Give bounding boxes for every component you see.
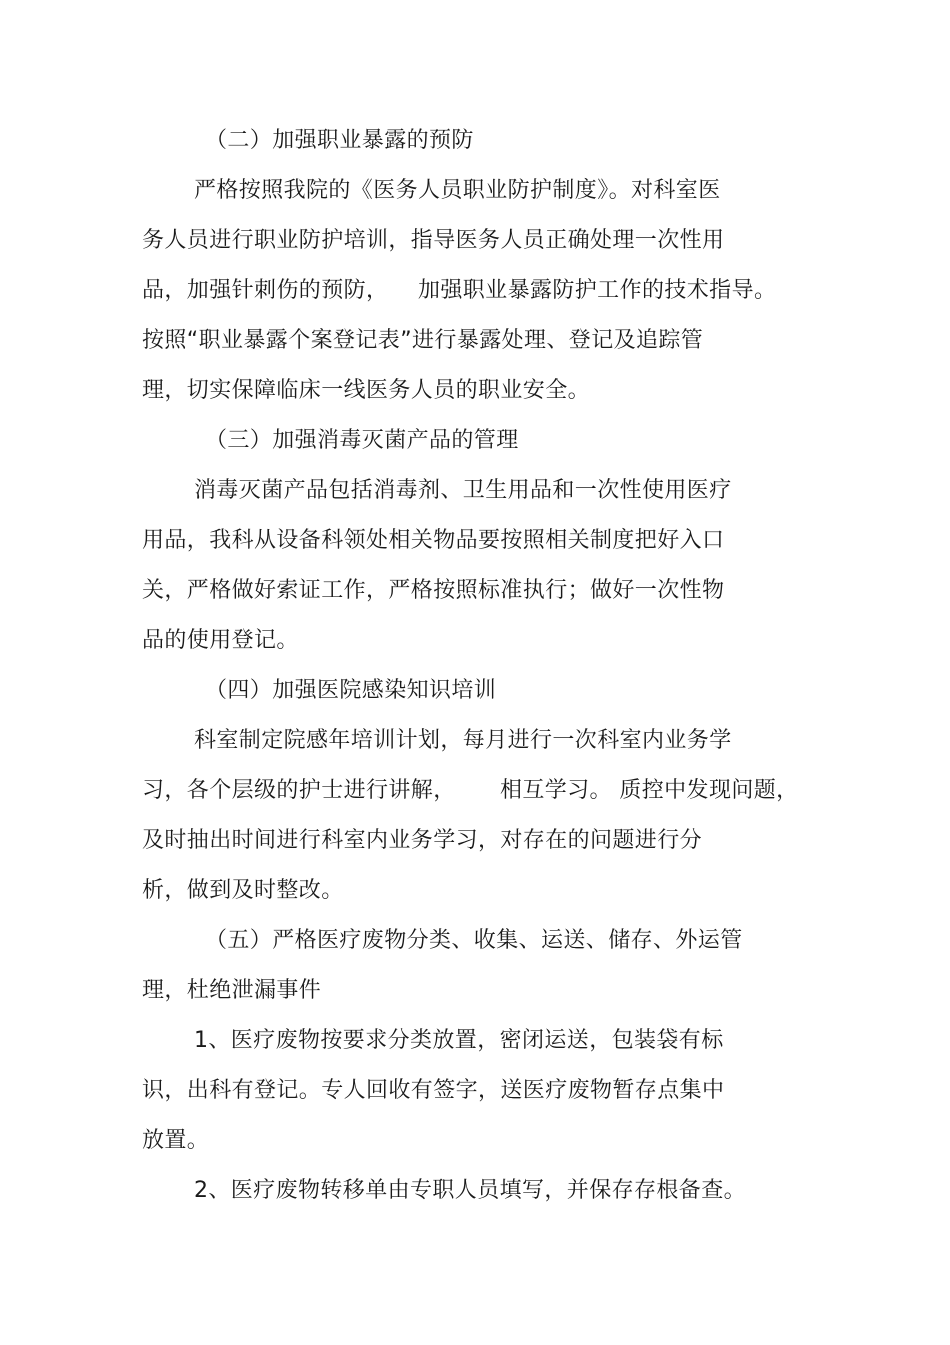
paragraph-line: 关，严格做好索证工作，严格按照标准执行；做好一次性物	[142, 578, 725, 603]
list-item-line: 2、医疗废物转移单由专职人员填写，并保存存根备查。	[194, 1178, 746, 1203]
list-item-line: 放置。	[142, 1128, 210, 1153]
paragraph-line: 理，切实保障临床一线医务人员的职业安全。	[142, 378, 591, 403]
paragraph-line: 按照“职业暴露个案登记表”进行暴露处理、登记及追踪管	[142, 328, 704, 353]
section-heading-disinfection-products: （三）加强消毒灭菌产品的管理	[205, 428, 519, 453]
list-item-line: 识，出科有登记。专人回收有签字，送医疗废物暂存点集中	[142, 1078, 725, 1103]
section-heading-medical-waste: （五）严格医疗废物分类、收集、运送、储存、外运管	[205, 928, 743, 953]
paragraph-line: 及时抽出时间进行科室内业务学习，对存在的问题进行分	[142, 828, 703, 853]
paragraph-line: 品，加强针刺伤的预防， 加强职业暴露防护工作的技术指导。	[142, 278, 777, 303]
paragraph-line: 科室制定院感年培训计划，每月进行一次科室内业务学	[194, 728, 732, 753]
paragraph-line: 理，杜绝泄漏事件	[142, 978, 322, 1003]
paragraph-line: 务人员进行职业防护培训，指导医务人员正确处理一次性用	[142, 228, 725, 253]
paragraph-line: 严格按照我院的《医务人员职业防护制度》。对科室医	[194, 178, 721, 203]
list-item-line: 1、医疗废物按要求分类放置，密闭运送，包装袋有标	[194, 1028, 724, 1053]
section-heading-infection-training: （四）加强医院感染知识培训	[205, 678, 497, 703]
paragraph-line: 消毒灭菌产品包括消毒剂、卫生用品和一次性使用医疗	[194, 478, 732, 503]
section-heading-occupational-exposure: （二）加强职业暴露的预防	[205, 128, 474, 153]
paragraph-line: 习，各个层级的护士进行讲解， 相互学习。 质控中发现问题，	[142, 778, 799, 803]
paragraph-line: 析，做到及时整改。	[142, 878, 344, 903]
paragraph-line: 用品，我科从设备科领处相关物品要按照相关制度把好入口	[142, 528, 725, 553]
paragraph-line: 品的使用登记。	[142, 628, 299, 653]
